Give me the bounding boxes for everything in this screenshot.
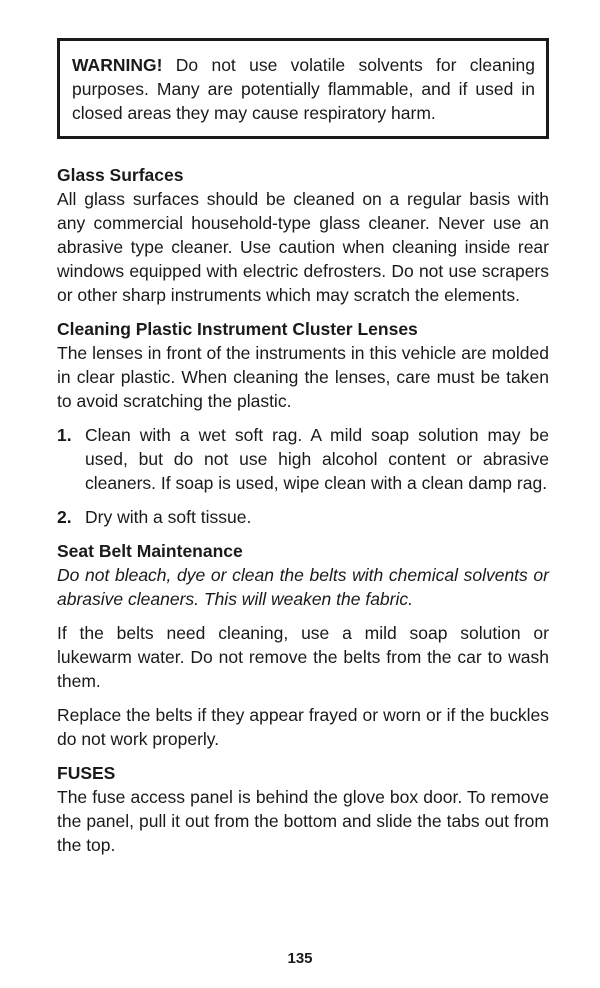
list-item (57, 505, 549, 529)
section-heading: Seat Belt Maintenance (57, 541, 243, 561)
section-seat-belt-maintenance (57, 539, 549, 751)
warning-text: Do not use volatile solvents for cleaning purposes. Many are potentially flammable, and if used in closed areas they may cause respiratory harm. (72, 55, 535, 123)
list-item (57, 423, 549, 495)
section-fuses (57, 761, 549, 857)
section-heading: Glass Surfaces (57, 165, 184, 185)
section-body: Replace the belts if they appear frayed or worn or if the buckles do not work properly. (57, 705, 549, 749)
page-number: 135 (287, 950, 313, 967)
manual-page (57, 38, 549, 867)
caution-text: Do not bleach, dye or clean the belts with chemical solvents or abrasive cleaners. This will weaken the fabric. (57, 565, 549, 609)
section-body: The fuse access panel is behind the glove box door. To remove the panel, pull it out from the bottom and slide the tabs out from the top. (57, 787, 549, 855)
section-cluster-lenses (57, 317, 549, 529)
step-number: 1. (57, 425, 72, 445)
step-text: Dry with a soft tissue. (85, 507, 252, 527)
section-body: If the belts need cleaning, use a mild soap solution or lukewarm water. Do not remove the belts from the car to wash them. (57, 623, 549, 691)
section-glass-surfaces (57, 163, 549, 307)
step-number: 2. (57, 507, 72, 527)
warning-label: WARNING! (72, 55, 163, 75)
section-heading: Cleaning Plastic Instrument Cluster Lenses (57, 319, 418, 339)
section-body: All glass surfaces should be cleaned on a regular basis with any commercial household-type glass cleaner. Never use an abrasive type cleaner. Use caution when cleaning inside rear windows equipped with electric defrosters. Do not use scrapers or other sharp instruments which may scratch the elements. (57, 189, 549, 305)
section-body: The lenses in front of the instruments in this vehicle are molded in clear plastic. When cleaning the lenses, care must be taken to avoid scratching the plastic. (57, 343, 549, 411)
warning-box (57, 38, 549, 139)
steps-list (57, 423, 549, 529)
step-text: Clean with a wet soft rag. A mild soap solution may be used, but do not use high alcohol content or abrasive cleaners. If soap is used, wipe clean with a clean damp rag. (85, 425, 549, 493)
section-heading: FUSES (57, 763, 116, 783)
